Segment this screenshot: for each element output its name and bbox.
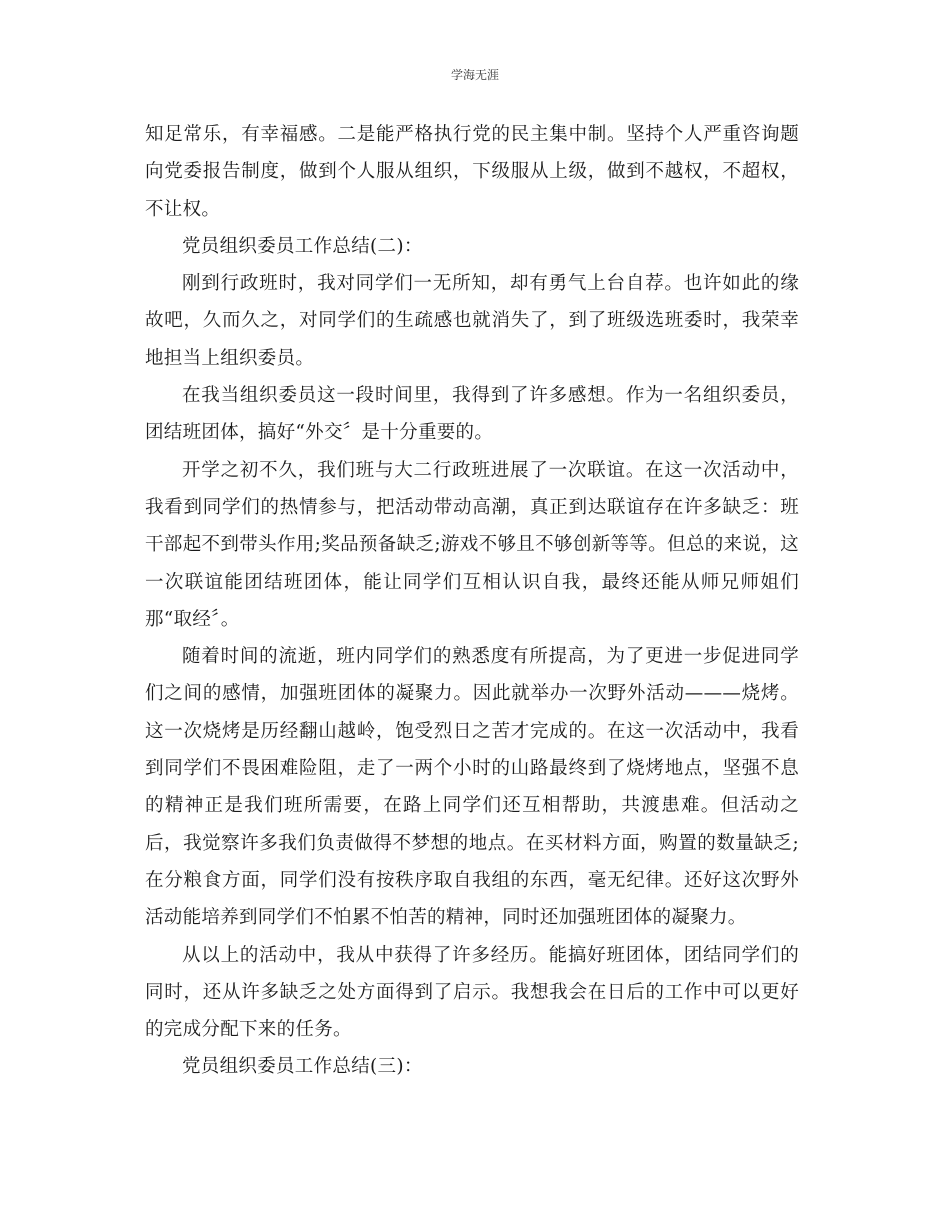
document-body: [145, 116, 799, 1086]
section-heading-2: 党员组织委员工作总结(二)：: [182, 235, 423, 257]
section-heading-3: 党员组织委员工作总结(三)：: [182, 1056, 423, 1078]
paragraph: 随着时间的流逝，班内同学们的熟悉度有所提高，为了更进一步促进同学们之间的感情，加强班团体的凝聚力。因此就举办一次野外活动———烧烤。这一次烧烤是历经翻山越岭，饱受烈日之苦才完成的。在这一次活动中，我看到同学们不畏困难险阻，走了一两个小时的山路最终到了烧烤地点，坚强不息的精神正是我们班所需要，在路上同学们还互相帮助，共渡患难。但活动之后，我觉察许多我们负责做得不梦想的地点。在买材料方面，购置的数量缺乏;在分粮食方面，同学们没有按秩序取自我组的东西，毫无纪律。还好这次野外活动能培养到同学们不怕累不怕苦的精神，同时还加强班团体的凝聚力。: [145, 646, 799, 929]
paragraph: 刚到行政班时，我对同学们一无所知，却有勇气上台自荐。也许如此的缘故吧，久而久之，对同学们的生疏感也就消失了，到了班级选班委时，我荣幸地担当上组织委员。: [145, 273, 799, 369]
paragraph: 在我当组织委员这一段时间里，我得到了许多感想。作为一名组织委员，团结班团体，搞好“外交〞是十分重要的。: [145, 385, 799, 444]
paragraph-continuation: 知足常乐，有幸福感。二是能严格执行党的民主集中制。坚持个人严重咨询题向党委报告制度，做到个人服从组织，下级服从上级，做到不越权，不超权，不让权。: [145, 124, 799, 220]
paragraph: 开学之初不久，我们班与大二行政班进展了一次联谊。在这一次活动中，我看到同学们的热情参与，把活动带动高潮，真正到达联谊存在许多缺乏：班干部起不到带头作用;奖品预备缺乏;游戏不够且不够创新等等。但总的来说，这一次联谊能团结班团体，能让同学们互相认识自我，最终还能从师兄师姐们那“取经〞。: [145, 459, 799, 630]
paragraph: 从以上的活动中，我从中获得了许多经历。能搞好班团体，团结同学们的同时，还从许多缺乏之处方面得到了启示。我想我会在日后的工作中可以更好的完成分配下来的任务。: [145, 944, 799, 1041]
page-header: 学海无涯: [450, 68, 499, 82]
